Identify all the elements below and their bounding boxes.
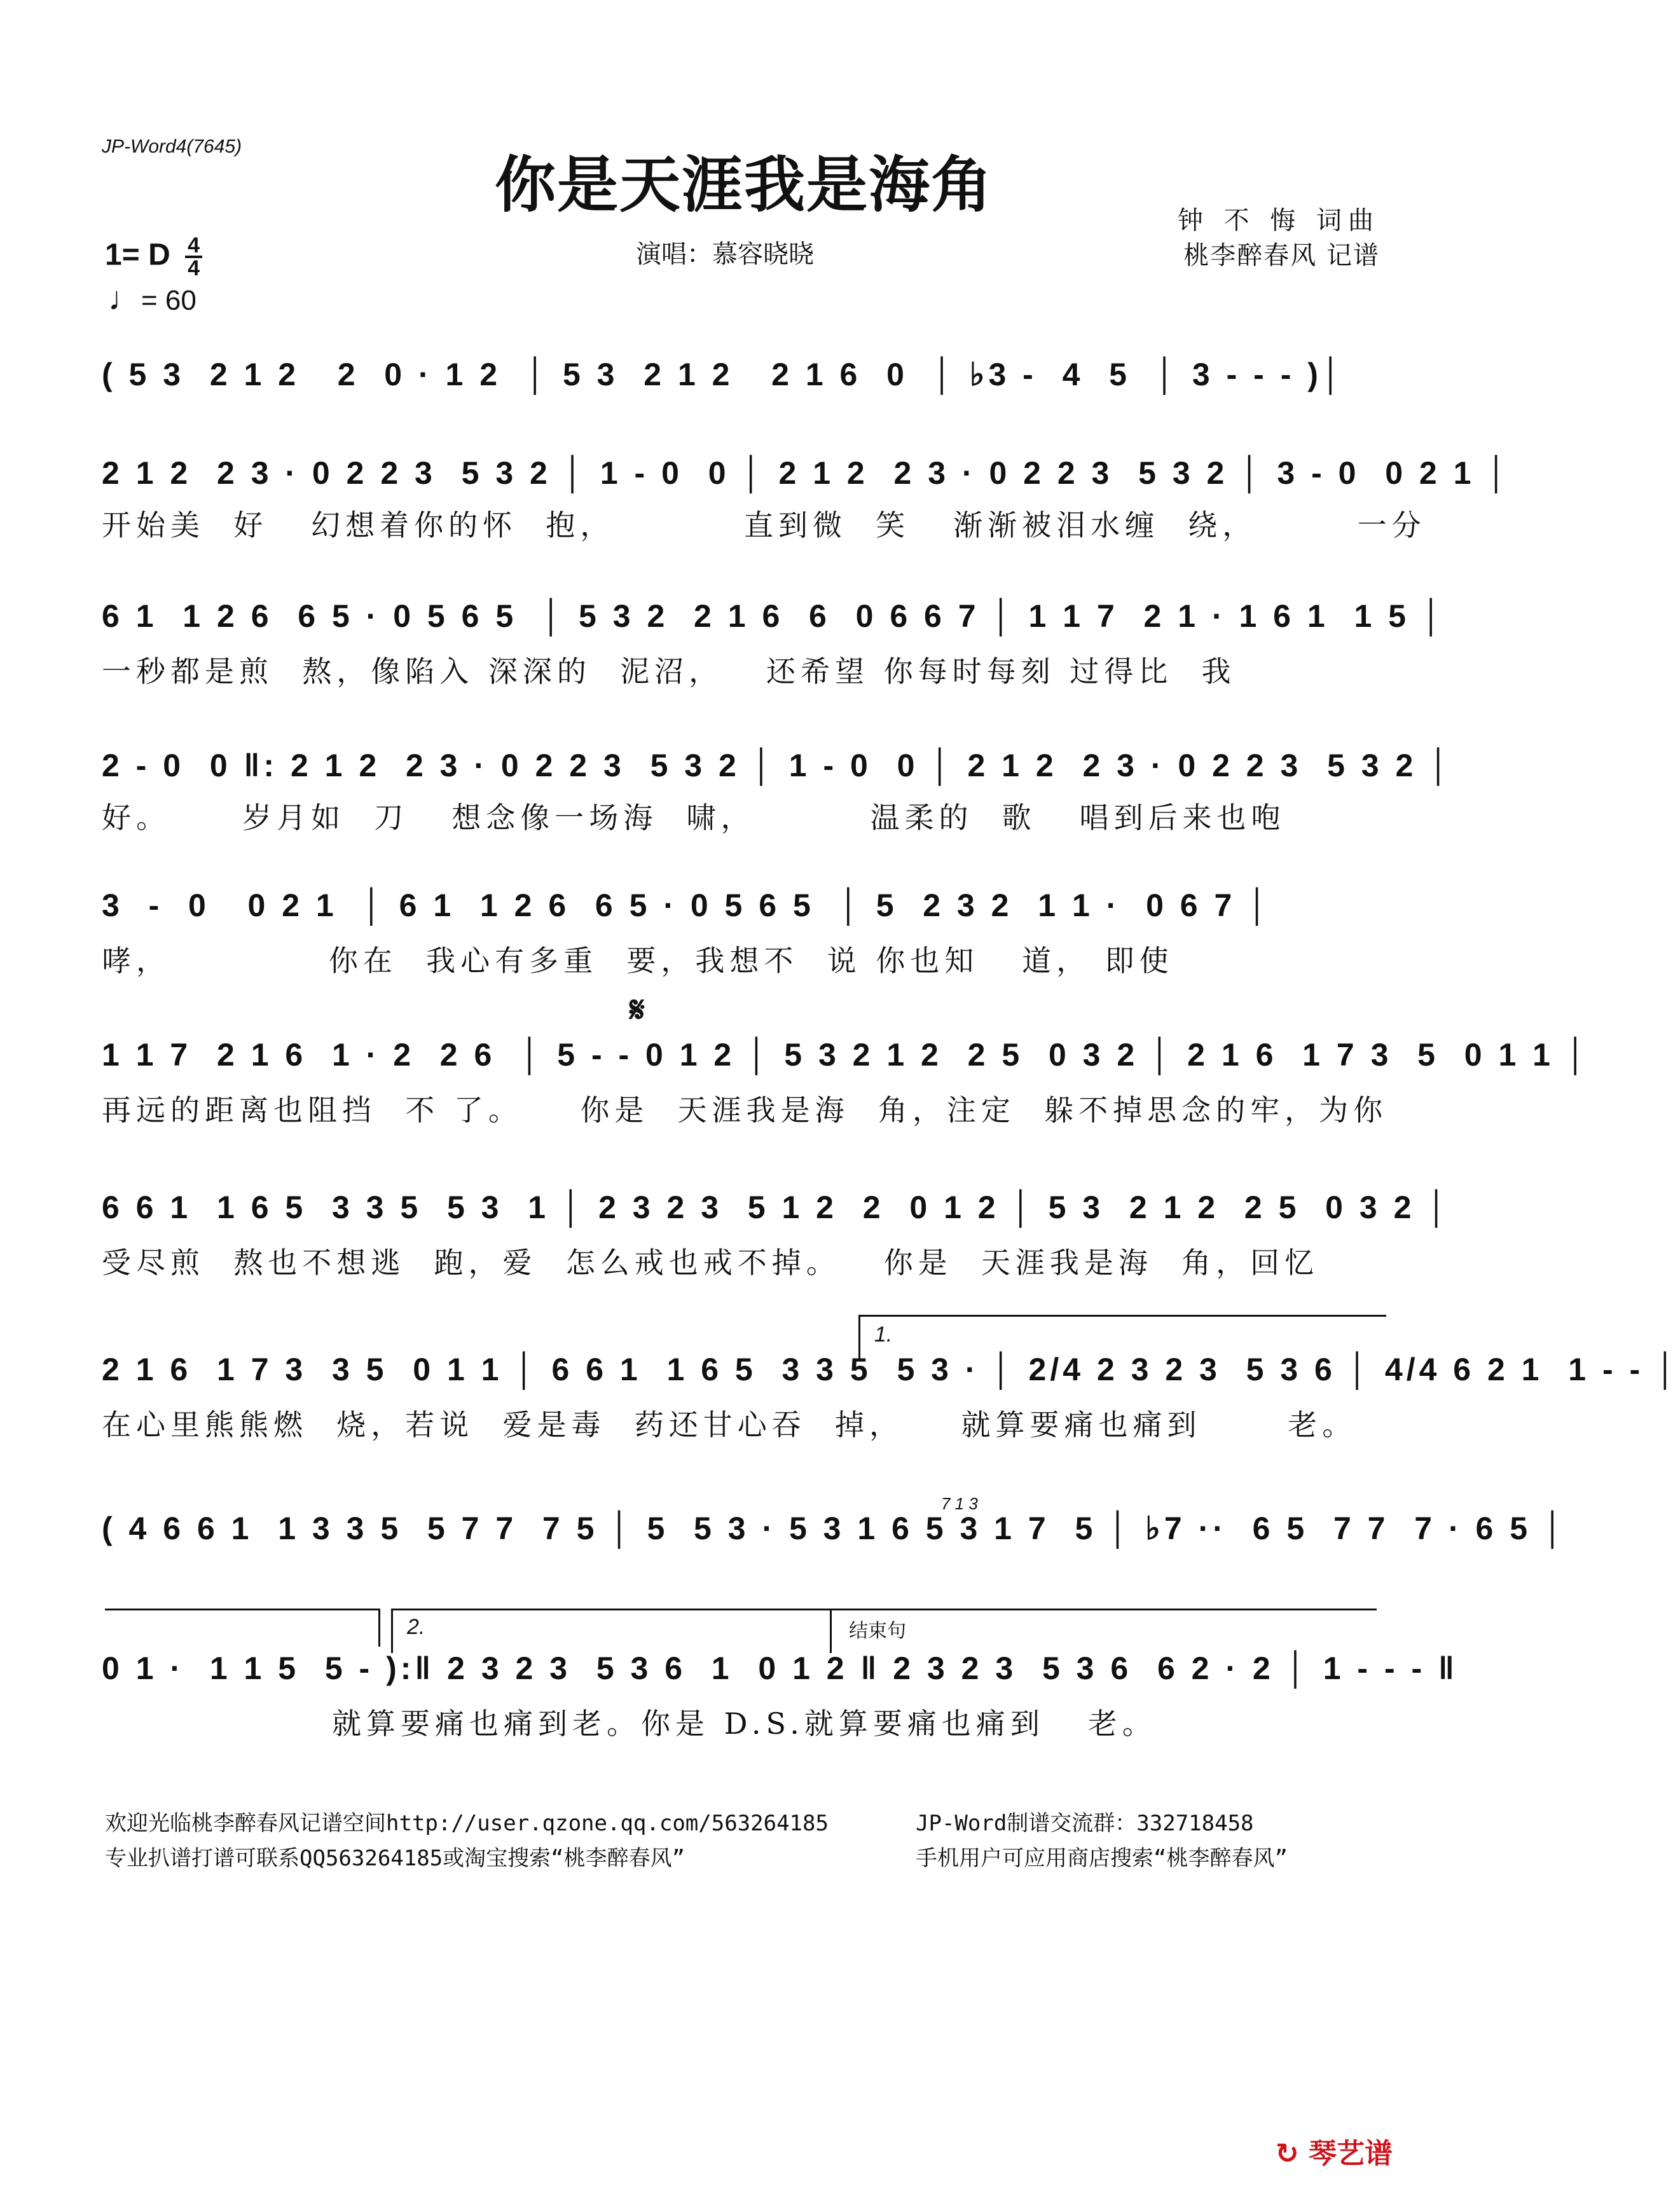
score-line-8-music: 2 1 6 1 7 3 3 5 0 1 1 │ 6 6 1 1 6 5 3 3 5 5 3 · │ 2/4 2 3 2 3 5 3 6 │ 4/4 6 2 1 1 - - │ [102, 1352, 1680, 1387]
score-line-10-lyric: 就算要痛也痛到老。你是 D.S.就算要痛也痛到 老。 [102, 1706, 1157, 1741]
score-line-3-lyric: 一秒都是煎 熬，像陷入 深深的 泥沼， 还希望 你每时每刻 过得比 我 [102, 654, 1236, 689]
score-line-6-lyric: 再远的距离也阻挡 不 了。 你是 天涯我是海 角，注定 躲不掉思念的牢，为你 [102, 1093, 1388, 1127]
score-line-8-lyric: 在心里熊熊燃 烧，若说 爱是毒 药还甘心吞 掉， 就算要痛也痛到 老。 [102, 1408, 1357, 1442]
logo-icon: ↻ [1275, 2138, 1299, 2170]
time-denominator: 4 [188, 256, 200, 280]
qinyipu-logo [1276, 2131, 1393, 2171]
volta-2-label: 2. [407, 1615, 425, 1639]
tempo-marking [108, 280, 196, 318]
segno-sign: 𝄋 [630, 989, 645, 1031]
score-line-2-lyric: 开始美 好 幻想着你的怀 抱， 直到微 笑 渐渐被泪水缠 绕， 一分 [102, 508, 1426, 542]
volta-1-label: 1. [874, 1322, 893, 1347]
quarter-note-icon: ♩ [108, 280, 141, 317]
footer-contact: 专业扒谱打谱可联系QQ563264185或淘宝搜索“桃李醉春风” [105, 1846, 685, 1871]
footer-group: JP-Word制谱交流群：332718458 [916, 1811, 1254, 1836]
score-line-9-music: ( 4 6 6 1 1 3 3 5 5 7 7 7 5 │ 5 5 3 · 5 3 1 6 5 3 1 7 5 │ ♭7 ·· 6 5 7 7 7 · 6 5 │ [102, 1511, 1568, 1546]
ending-label: 结束句 [849, 1620, 906, 1642]
footer-app: 手机用户可应用商店搜索“桃李醉春风” [916, 1846, 1288, 1871]
ending-bracket [830, 1609, 1377, 1610]
score-line-2-music: 2 1 2 2 3 · 0 2 2 3 5 3 2 │ 1 - 0 0 │ 2 1 2 2 3 · 0 2 2 3 5 3 2 │ 3 - 0 0 2 1 │ [102, 455, 1511, 491]
time-signature [185, 235, 202, 278]
score-line-10-music: 0 1 · 1 1 5 5 - ):‖ 2 3 2 3 5 3 6 1 0 1 2 ‖ 2 3 2 3 5 3 6 6 2 · 2 │ 1 - - - ‖ [102, 1650, 1458, 1686]
repeat-bracket [105, 1609, 378, 1610]
singer: 演唱：慕容晓晓 [636, 240, 814, 269]
key-signature [105, 235, 202, 278]
logo-text: 琴艺谱 [1309, 2138, 1393, 2170]
lyricist-composer: 钟 不 悔 词曲 [1177, 206, 1380, 235]
key-label: 1= D [105, 238, 170, 272]
score-line-1-music: ( 5 3 2 1 2 2 0 · 1 2 │ 5 3 2 1 2 2 1 6 0 │ ♭3 - 4 5 │ 3 - - - )│ [102, 357, 1346, 392]
volta-1-bracket [858, 1315, 1386, 1317]
grace-notes: 7 1 3 [941, 1494, 978, 1513]
score-line-7-music: 6 6 1 1 6 5 3 3 5 5 3 1 │ 2 3 2 3 5 1 2 2 0 1 2 │ 5 3 2 1 2 2 5 0 3 2 │ [102, 1190, 1452, 1225]
song-title: 你是天涯我是海角 [495, 149, 993, 221]
score-line-4-music: 2 - 0 0 ‖: 2 1 2 2 3 · 0 2 2 3 5 3 2 │ 1 - 0 0 │ 2 1 2 2 3 · 0 2 2 3 5 3 2 │ [102, 748, 1454, 783]
tempo-value: = 60 [141, 285, 196, 316]
score-line-3-music: 6 1 1 2 6 6 5 · 0 5 6 5 │ 5 3 2 2 1 6 6 0 6 6 7 │ 1 1 7 2 1 · 1 6 1 1 5 │ [102, 598, 1447, 634]
transcriber: 桃李醉春风 记谱 [1183, 241, 1380, 270]
score-line-5-music: 3 - 0 0 2 1 │ 6 1 1 2 6 6 5 · 0 5 6 5 │ 5 2 3 2 1 1 · 0 6 7 │ [102, 888, 1272, 923]
volta-2-bracket [391, 1609, 830, 1610]
footer-website: 欢迎光临桃李醉春风记谱空间http://user.qzone.qq.com/563264185 [105, 1811, 829, 1836]
ending-edge [830, 1609, 832, 1653]
score-line-6-music: 1 1 7 2 1 6 1 · 2 2 6 │ 5 - - 0 1 2 │ 5 3 2 1 2 2 5 0 3 2 │ 2 1 6 1 7 3 5 0 1 1 │ [102, 1037, 1591, 1073]
repeat-bracket-edge [378, 1609, 380, 1647]
score-line-4-lyric: 好。 岁月如 刀 想念像一场海 啸， 温柔的 歌 唱到后来也咆 [102, 800, 1286, 835]
time-numerator: 4 [185, 235, 202, 258]
software-version: JP-Word4(7645) [102, 136, 242, 157]
score-line-7-lyric: 受尽煎 熬也不想逃 跑，爱 怎么戒也戒不掉。 你是 天涯我是海 角，回忆 [102, 1245, 1319, 1280]
score-line-5-lyric: 哮， 你在 我心有多重 要，我想不 说 你也知 道， 即使 [102, 944, 1174, 978]
volta-2-edge [391, 1609, 393, 1653]
